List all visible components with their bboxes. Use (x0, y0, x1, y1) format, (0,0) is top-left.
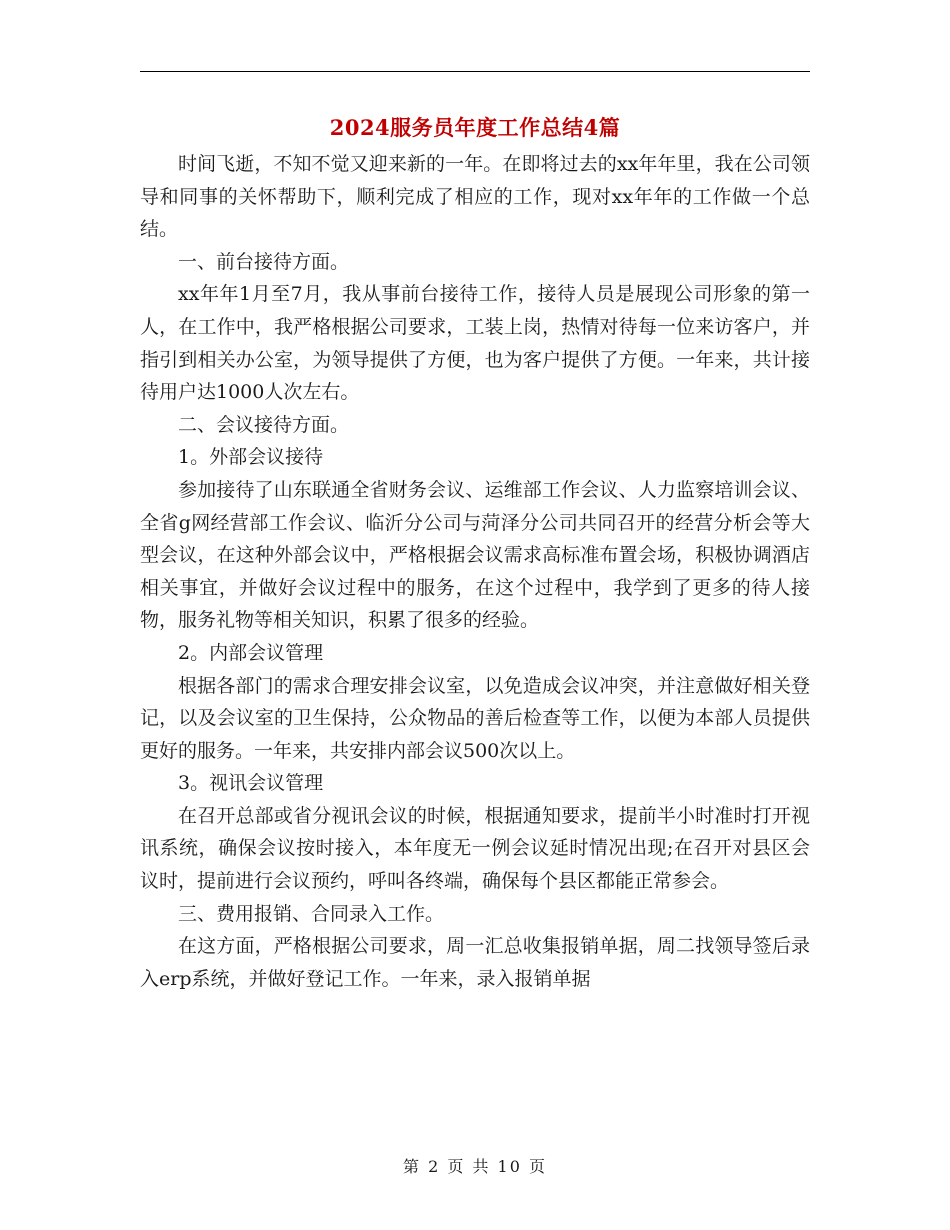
paragraph-front-desk: xx年年1月至7月，我从事前台接待工作，接待人员是展现公司形象的第一人，在工作中，我严格根据公司要求，工装上岗，热情对待每一位来访客户，并指引到相关办公室，为领导提供了方便，也为客户提供了方便。一年来，共计接待用户达1000人次左右。 (140, 283, 810, 404)
header-rule (140, 71, 810, 72)
subheading-video-meetings: 3。视讯会议管理 (178, 772, 324, 795)
paragraph-external-meetings: 参加接待了山东联通全省财务会议、运维部工作会议、人力监察培训会议、全省g网经营部工作会议、临沂分公司与菏泽分公司共同召开的经营分析会等大型会议，在这种外部会议中，严格根据会议需求高标准布置会场，积极协调酒店相关事宜，并做好会议过程中的服务，在这个过程中，我学到了更多的待人接物，服务礼物等相关知识，积累了很多的经验。 (140, 478, 810, 632)
document-body (140, 148, 810, 995)
subheading-internal-meetings: 2。内部会议管理 (178, 641, 324, 664)
heading-meeting-reception: 二、会议接待方面。 (178, 413, 350, 436)
heading-expense-contracts: 三、费用报销、合同录入工作。 (178, 902, 445, 925)
page-footer: 第 2 页 共 10 页 (403, 1157, 547, 1176)
paragraph-expense-contracts: 在这方面，严格根据公司要求，周一汇总收集报销单据，周二找领导签后录入erp系统，并做好登记工作。一年来，录入报销单据 (140, 935, 810, 990)
paragraph-internal-meetings: 根据各部门的需求合理安排会议室，以免造成会议冲突，并注意做好相关登记，以及会议室的卫生保持，公众物品的善后检查等工作，以便为本部人员提供更好的服务。一年来，共安排内部会议500次以上。 (140, 674, 810, 762)
paragraph-video-meetings: 在召开总部或省分视讯会议的时候，根据通知要求，提前半小时准时打开视讯系统，确保会议按时接入，本年度无一例会议延时情况出现;在召开对县区会议时，提前进行会议预约，呼叫各终端，确保每个县区都能正常参会。 (140, 804, 810, 893)
paragraph-intro: 时间飞逝，不知不觉又迎来新的一年。在即将过去的xx年年里，我在公司领导和同事的关怀帮助下，顺利完成了相应的工作，现对xx年年的工作做一个总结。 (140, 153, 810, 241)
document-title: 2024服务员年度工作总结4篇 (329, 115, 621, 140)
heading-front-desk: 一、前台接待方面。 (178, 250, 350, 273)
subheading-external-meetings: 1。外部会议接待 (178, 446, 324, 469)
